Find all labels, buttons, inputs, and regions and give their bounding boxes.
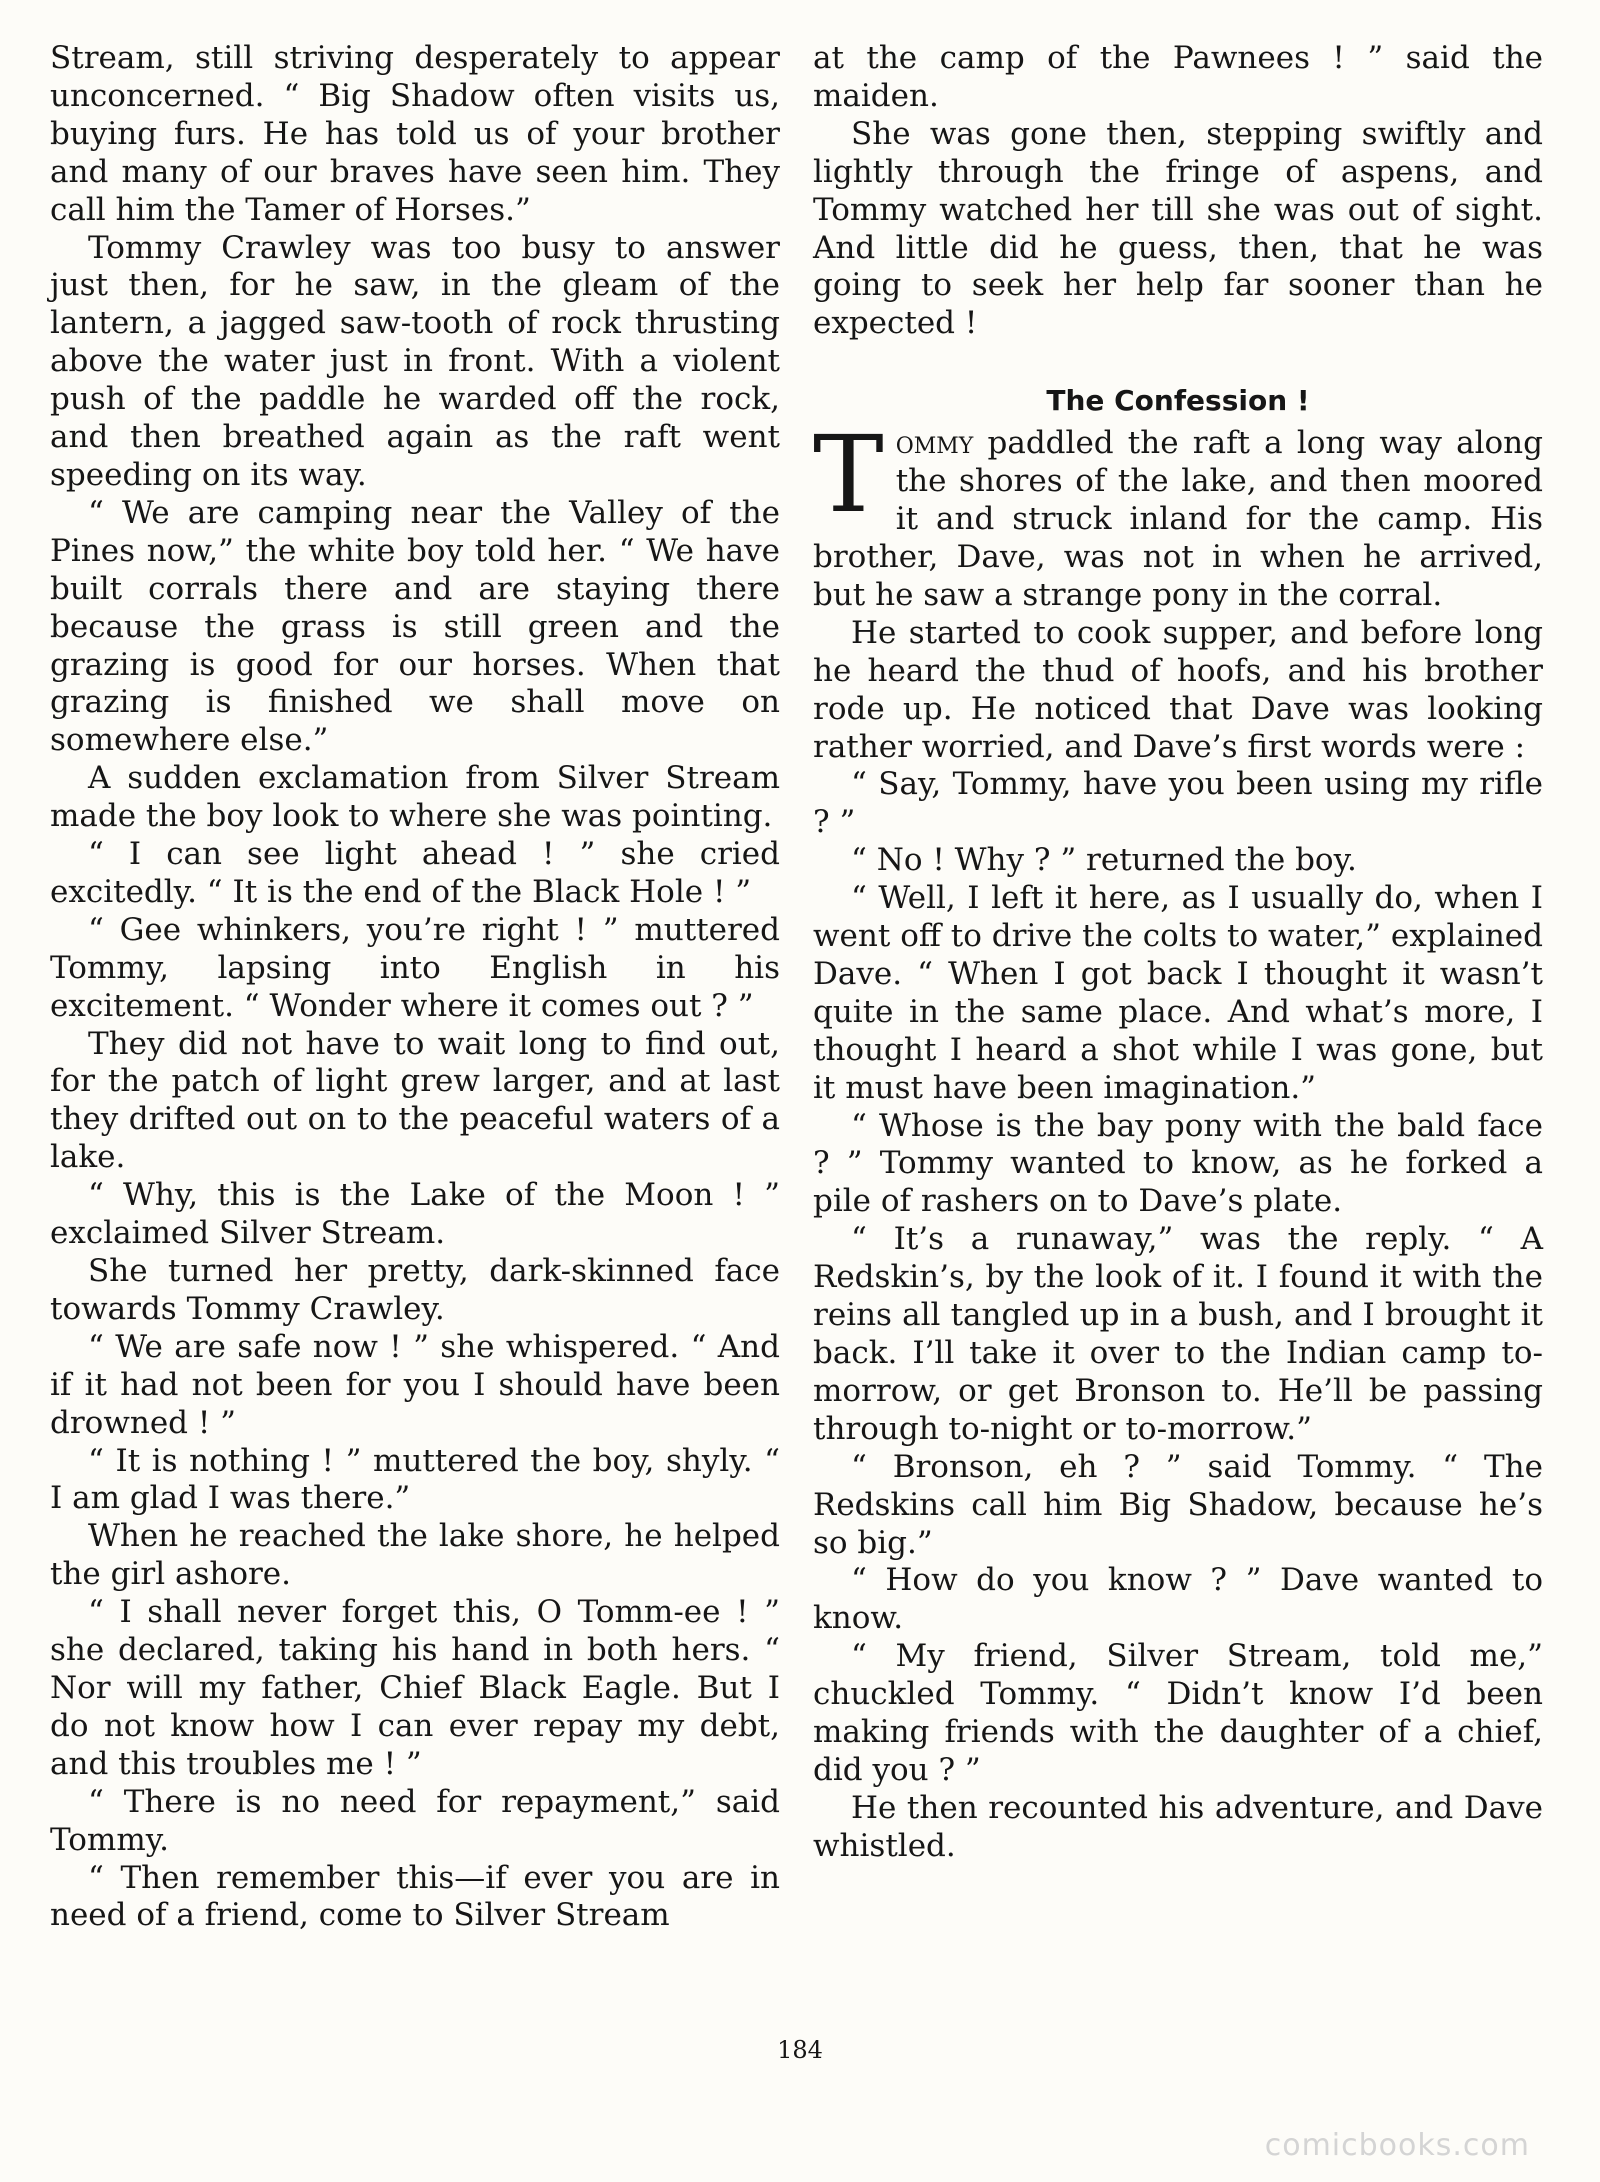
paragraph: Stream, still striving desperately to appear unconcerned. “ Big Shadow often visits us, buying furs. He has told us of your brother and many of our braves have seen him. They call him the Tamer of Horses.” [50, 40, 780, 228]
paragraph: at the camp of the Pawnees ! ” said the maiden. [813, 40, 1543, 114]
paragraph: “ We are camping near the Valley of the Pines now,” the white boy told her. “ We have built corrals there and are staying there because the grass is still green and the grazing is good for our horses. When that grazing is finished we shall move on somewhere else.” [50, 494, 780, 759]
paragraph: She turned her pretty, dark-skinned face towards Tommy Crawley. [50, 1253, 780, 1327]
paragraph: He started to cook supper, and before long he heard the thud of hoofs, and his brother rode up. He noticed that Dave was looking rather worried, and Dave’s first words were : [813, 614, 1543, 765]
paragraph: “ There is no need for repayment,” said Tommy. [50, 1783, 780, 1858]
paragraph: “ My friend, Silver Stream, told me,” chuckled Tommy. “ Didn’t know I’d been making friends with the daughter of a chief, did you ? ” [813, 1638, 1543, 1788]
paragraph: “ Gee whinkers, you’re right ! ” muttered Tommy, lapsing into English in his excitement. “ Wonder where it comes out ? ” [50, 911, 780, 1024]
paragraph: “ I shall never forget this, O Tomm-ee ! ” she declared, taking his hand in both hers. “ Nor will my father, Chief Black Eagle. But I do not know how I can ever repay my debt, and this troubles me ! ” [50, 1594, 780, 1782]
dropcap-paragraph-text: paddled the raft a long way along the shores of the lake, and then moored it and struck inland for the camp. His brother, Dave, was not in when he arrived, but he saw a strange pony in the corral. [813, 425, 1543, 613]
paragraph: “ We are safe now ! ” she whispered. “ And if it had not been for you I should have been drowned ! ” [50, 1328, 780, 1441]
section-heading: The Confession ! [1046, 384, 1310, 418]
page-number: 184 [777, 2036, 823, 2064]
paragraph: “ Why, this is the Lake of the Moon ! ” exclaimed Silver Stream. [50, 1177, 780, 1252]
watermark: comicbooks.com [1264, 2128, 1530, 2163]
paragraph: “ No ! Why ? ” returned the boy. [851, 842, 1357, 879]
dropcap-paragraph [813, 413, 1543, 615]
drop-cap-letter: T [813, 413, 884, 537]
smallcaps-word: ommy [895, 425, 974, 462]
paragraph: They did not have to wait long to find out, for the patch of light grew larger, and at last they drifted out on to the peaceful waters of a lake. [50, 1025, 780, 1176]
paragraph: “ It is nothing ! ” muttered the boy, shyly. “ I am glad I was there.” [50, 1442, 780, 1517]
paragraph: He then recounted his adventure, and Dave whistled. [813, 1789, 1543, 1864]
paragraph: A sudden exclamation from Silver Stream made the boy look to where she was pointing. [50, 760, 780, 835]
paragraph: When he reached the lake shore, he helped the girl ashore. [50, 1518, 780, 1593]
paragraph: “ Say, Tommy, have you been using my rifle ? ” [813, 766, 1543, 841]
paragraph: “ I can see light ahead ! ” she cried excitedly. “ It is the end of the Black Hole ! ” [50, 836, 780, 910]
paragraph: Tommy Crawley was too busy to answer just then, for he saw, in the gleam of the lantern, a jagged saw-tooth of rock thrusting above the water just in front. With a violent push of the paddle he warded off the rock, and then breathed again as the raft went speeding on its way. [50, 229, 780, 493]
paragraph: “ Bronson, eh ? ” said Tommy. “ The Redskins call him Big Shadow, because he’s so big.” [813, 1448, 1543, 1561]
paragraph: “ Whose is the bay pony with the bald face ? ” Tommy wanted to know, as he forked a pile of rashers on to Dave’s plate. [813, 1107, 1543, 1220]
paragraph: She was gone then, stepping swiftly and lightly through the fringe of aspens, and Tommy watched her till she was out of sight. And little did he guess, then, that he was going to seek her help far sooner than he expected ! [813, 115, 1543, 342]
right-column [813, 40, 1543, 1866]
left-column [50, 40, 780, 1935]
paragraph: “ It’s a runaway,” was the reply. “ A Redskin’s, by the look of it. I found it with the reins all tangled up in a bush, and I brought it back. I’ll take it over to the Indian camp to-morrow, or get Bronson to. He’ll be passing through to-night or to-morrow.” [813, 1221, 1543, 1447]
paragraph: “ Then remember this—if ever you are in need of a friend, come to Silver Stream [50, 1859, 780, 1934]
paragraph: “ How do you know ? ” Dave wanted to know. [813, 1562, 1543, 1637]
paragraph: “ Well, I left it here, as I usually do, when I went off to drive the colts to water,” explained Dave. “ When I got back I thought it wasn’t quite in the same place. And what’s more, I thought I heard a shot while I was gone, but it must have been imagination.” [813, 880, 1543, 1106]
